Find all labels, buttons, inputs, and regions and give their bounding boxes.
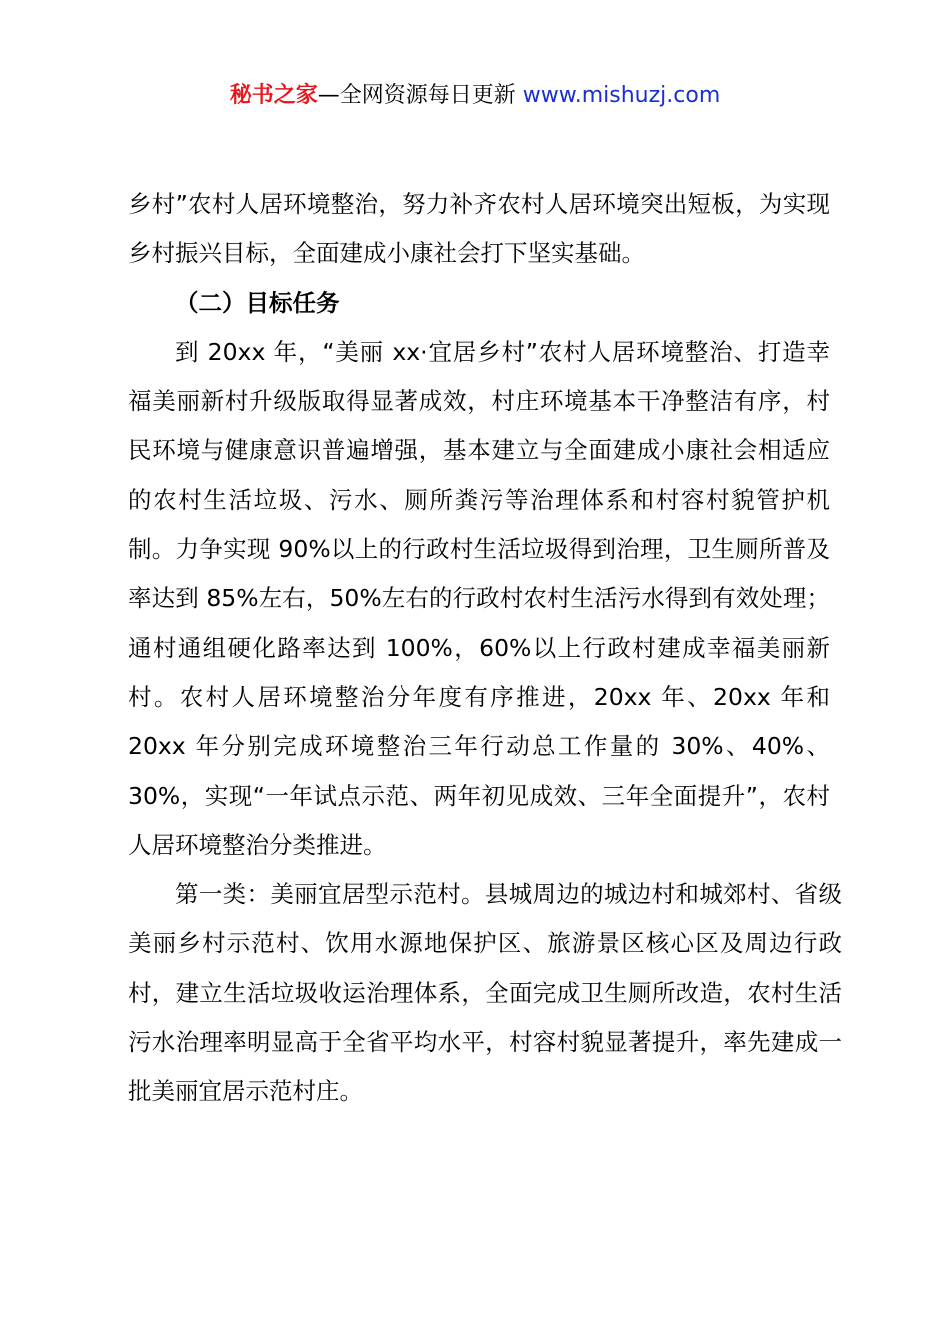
page-header [0,80,950,112]
site-tagline: —全网资源每日更新 [317,83,516,108]
site-brand: 秘书之家 [229,83,318,108]
paragraph-category-one: 第一类：美丽宜居型示范村。县城周边的城边村和城郊村、省级美丽乡村示范村、饮用水源地保护区、旅游景区核心区及周边行政村，建立生活垃圾收运治理体系，全面完成卫生厕所改造，农村生活污水治理率明显高于全省平均水平，村容村貌显著提升，率先建成一批美丽宜居示范村庄。 [128,880,842,1106]
paragraph-goals: 到 20xx 年，“美丽 xx·宜居乡村”农村人居环境整治、打造幸福美丽新村升级版取得显著成效，村庄环境基本干净整洁有序，村民环境与健康意识普遍增强，基本建立与全面建成小康社会相适应的农村生活垃圾、污水、厕所粪污等治理体系和村容村貌管护机制。力争实现 90%以上的行政村生活垃圾得到治理，卫生厕所普及率达到 85%左右，50%左右的行政村农村生活污水得到有效处理；通村通组硬化路率达到 100%，60%以上行政村建成幸福美丽新村。农村人居环境整治分年度有序推进，20xx 年、20xx 年和 20xx 年分别完成环境整治三年行动总工作量的 30%、40%、30%，实现“一年试点示范、两年初见成效、三年全面提升”，农村人居环境整治分类推进。 [128,337,830,859]
section-heading: （二）目标任务 [175,288,340,317]
document-body [128,180,842,1117]
paragraph-continuation: 乡村”农村人居环境整治，努力补齐农村人居环境突出短板，为实现乡村振兴目标，全面建成小康社会打下坚实基础。 [128,190,830,268]
site-url[interactable]: www.mishuzj.com [522,83,721,108]
